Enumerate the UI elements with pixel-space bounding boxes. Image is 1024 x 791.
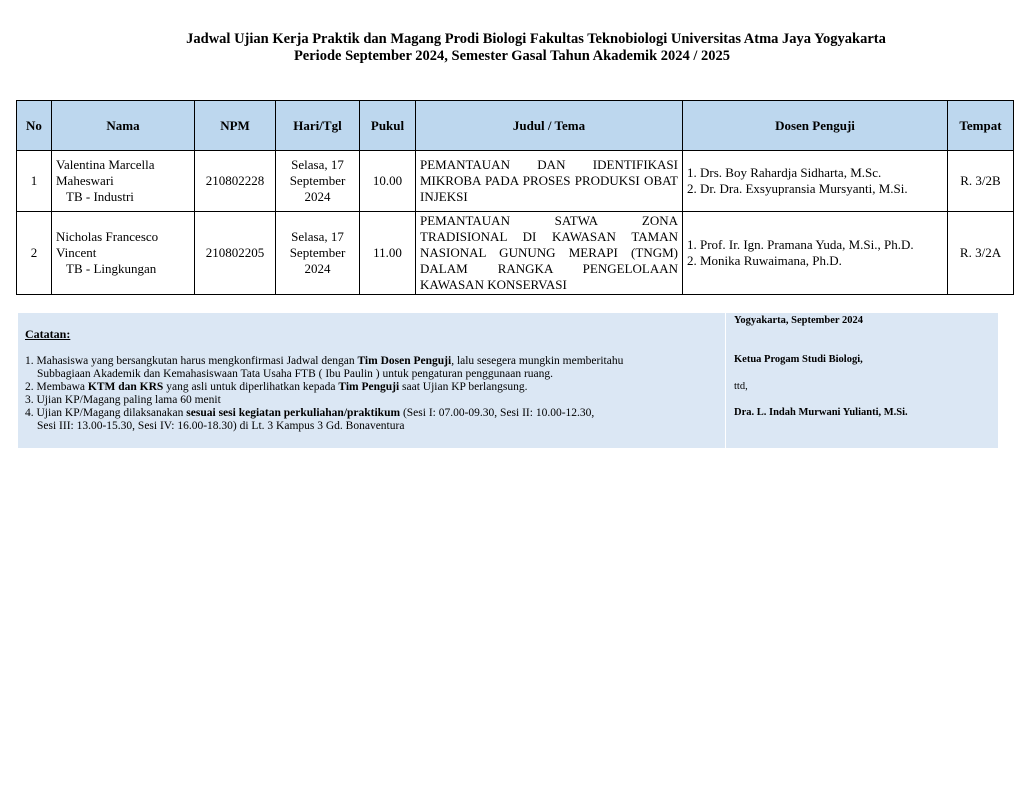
student-name: Nicholas Francesco Vincent bbox=[56, 229, 159, 260]
notes-section bbox=[25, 328, 725, 433]
document-title: Jadwal Ujian Kerja Praktik dan Magang Prodi Biologi Fakultas Teknobiologi Universitas Atma Jaya Yogyakarta bbox=[186, 31, 886, 47]
note-text: 2. Membawa bbox=[25, 381, 88, 393]
table-row bbox=[17, 151, 1014, 212]
student-name: Valentina Marcella Maheswari bbox=[56, 157, 155, 188]
note-text: yang asli untuk diperlihatkan kepada bbox=[163, 381, 339, 393]
schedule-table bbox=[16, 100, 1014, 295]
cell-dosen bbox=[683, 151, 948, 212]
student-program: TB - Lingkungan bbox=[66, 261, 157, 276]
cell-nama bbox=[52, 212, 195, 295]
document-subtitle: Periode September 2024, Semester Gasal Tahun Akademik 2024 / 2025 bbox=[293, 48, 731, 64]
note-text: saat Ujian KP berlangsung. bbox=[399, 381, 528, 393]
note-text: Sesi III: 13.00-15.30, Sesi IV: 16.00-18.30) di Lt. 3 Kampus 3 Gd. Bonaventura bbox=[37, 420, 405, 432]
notes-panel bbox=[18, 313, 998, 448]
signature-role: Ketua Progam Studi Biologi, bbox=[734, 354, 863, 365]
examiner: 2. Monika Ruwaimana, Ph.D. bbox=[687, 253, 842, 268]
note-text: 1. Mahasiswa yang bersangkutan harus mengkonfirmasi Jadwal dengan bbox=[25, 355, 358, 367]
signature-place-date: Yogyakarta, September 2024 bbox=[734, 315, 864, 326]
note-item bbox=[25, 407, 725, 433]
column-header-judul: Judul / Tema bbox=[416, 101, 683, 151]
note-emphasis: Tim Dosen Penguji bbox=[357, 355, 452, 367]
note-item: 3. Ujian KP/Magang paling lama 60 menit bbox=[25, 394, 221, 406]
notes-heading: Catatan: bbox=[25, 327, 71, 341]
note-item bbox=[25, 381, 725, 394]
cell-judul: PEMANTAUAN SATWA ZONA TRADISIONAL DI KAWASAN TAMAN NASIONAL GUNUNG MERAPI (TNGM) DALAM RANGKA PENGELOLAAN KAWASAN KONSERVASI bbox=[416, 212, 683, 295]
cell-no: 2 bbox=[17, 212, 52, 295]
column-header-hari-tgl: Hari/Tgl bbox=[276, 101, 360, 151]
note-emphasis: Tim Penguji bbox=[338, 381, 400, 393]
column-header-nama: Nama bbox=[52, 101, 195, 151]
signature-block bbox=[725, 313, 999, 448]
cell-dosen bbox=[683, 212, 948, 295]
notes-list bbox=[25, 355, 725, 433]
note-text: (Sesi I: 07.00-09.30, Sesi II: 10.00-12.30, bbox=[400, 407, 595, 419]
student-program: TB - Industri bbox=[66, 189, 134, 204]
note-item bbox=[25, 355, 725, 381]
note-emphasis: KTM dan KRS bbox=[87, 381, 164, 393]
column-header-tempat: Tempat bbox=[948, 101, 1014, 151]
cell-pukul: 10.00 bbox=[360, 151, 416, 212]
cell-npm: 210802228 bbox=[195, 151, 276, 212]
signature-name: Dra. L. Indah Murwani Yulianti, M.Si. bbox=[734, 407, 908, 418]
note-text: , lalu sesegera mungkin memberitahu bbox=[451, 355, 624, 367]
cell-hari-tgl: Selasa, 17 September 2024 bbox=[276, 151, 360, 212]
cell-hari-tgl: Selasa, 17 September 2024 bbox=[276, 212, 360, 295]
note-text: 4. Ujian KP/Magang dilaksanakan bbox=[25, 407, 187, 419]
cell-judul: PEMANTAUAN DAN IDENTIFIKASI MIKROBA PADA PROSES PRODUKSI OBAT INJEKSI bbox=[416, 151, 683, 212]
cell-npm: 210802205 bbox=[195, 212, 276, 295]
cell-pukul: 11.00 bbox=[360, 212, 416, 295]
column-header-npm: NPM bbox=[195, 101, 276, 151]
column-header-no: No bbox=[17, 101, 52, 151]
cell-tempat: R. 3/2B bbox=[948, 151, 1014, 212]
cell-nama bbox=[52, 151, 195, 212]
note-text: Subbagiaan Akademik dan Kemahasiswaan Tata Usaha FTB ( Ibu Paulin ) untuk pengaturan penggunaan ruang. bbox=[37, 368, 554, 380]
table-row bbox=[17, 212, 1014, 295]
column-header-pukul: Pukul bbox=[360, 101, 416, 151]
examiner: 2. Dr. Dra. Exsyupransia Mursyanti, M.Si. bbox=[687, 181, 908, 196]
note-emphasis: sesuai sesi kegiatan perkuliahan/praktikum bbox=[186, 407, 401, 419]
signature-ttd: ttd, bbox=[734, 381, 748, 392]
examiner: 1. Drs. Boy Rahardja Sidharta, M.Sc. bbox=[687, 165, 882, 180]
cell-no: 1 bbox=[17, 151, 52, 212]
column-header-dosen: Dosen Penguji bbox=[683, 101, 948, 151]
table-header-row bbox=[17, 101, 1014, 151]
cell-tempat: R. 3/2A bbox=[948, 212, 1014, 295]
examiner: 1. Prof. Ir. Ign. Pramana Yuda, M.Si., Ph.D. bbox=[687, 237, 914, 252]
